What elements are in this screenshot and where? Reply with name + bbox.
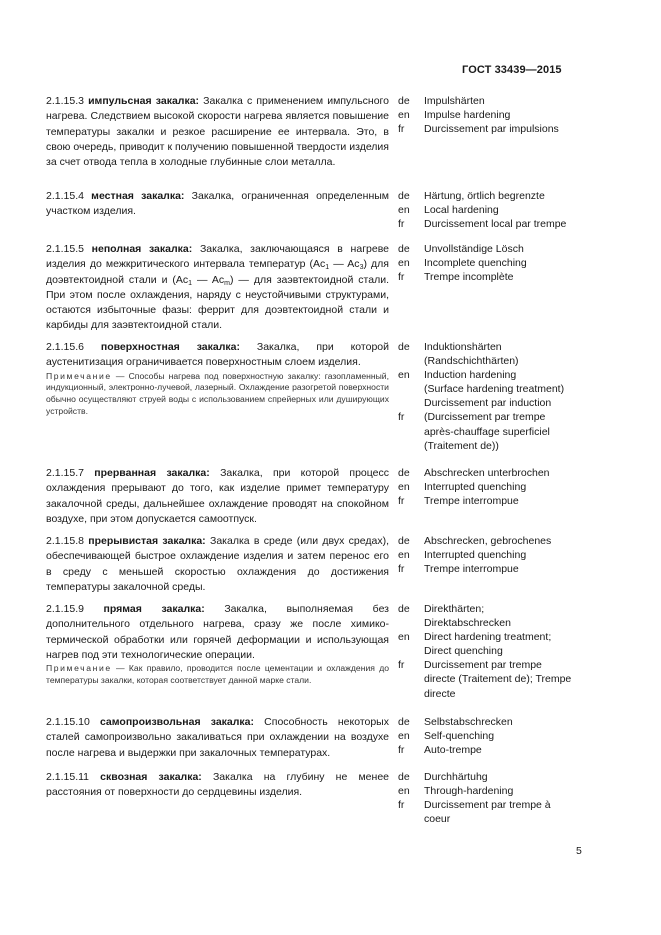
translation-line: Direkthärten;: [424, 603, 485, 615]
entry-definition: Закалка в среде (или двух средах), обеспечивающей быстрое охлаждение изделия и затем перенос его в среду с меньшей скоростью охлаждения до достижения температуры закалочной среды.: [46, 535, 390, 593]
lang-code: fr: [398, 495, 405, 508]
translation-line: Durcissement par trempe: [424, 659, 542, 672]
entry-definition: — Ac: [192, 273, 225, 286]
lang-code: en: [398, 257, 410, 270]
entry-text: [46, 715, 389, 761]
translation-de: Härtung, örtlich begrenzte: [424, 190, 545, 202]
entry-term: местная закалка:: [91, 190, 185, 202]
translation-line: Durcissement par trempe à: [424, 799, 551, 812]
translation-de: Durchhärtuhg: [424, 771, 488, 783]
translation-line: directe: [424, 687, 456, 700]
lang-code: de: [398, 771, 410, 783]
document-header: ГОСТ 33439—2015: [462, 64, 562, 76]
translation-de: Abschrecken, gebrochenes: [424, 535, 552, 547]
lang-code: fr: [398, 744, 405, 757]
translation-fr: [424, 798, 588, 826]
lang-code: fr: [398, 659, 405, 672]
translation-line: Induktionshärten: [424, 341, 502, 353]
translation-fr: Durcissement local par trempe: [424, 218, 567, 231]
entry-number: 2.1.15.10: [46, 716, 90, 728]
lang-code: en: [398, 549, 410, 562]
entry-definition: Способность некоторых сталей самопроизвольно закаливаться при охлаждении на воздухе после нагрева и выдержки при закалочных температурах.: [46, 716, 389, 759]
translation-line: (Randschichthärten): [424, 355, 519, 368]
lang-code: en: [398, 481, 410, 494]
entry-number: 2.1.15.11: [46, 771, 90, 783]
translation-en: Self-quenching: [424, 730, 495, 743]
translation-en: Interrupted quenching: [424, 481, 527, 494]
entry-definition: Закалка с применением импульсного нагрева. Следствием высокой скорости нагрева является повышение температуры закалки и резкое расширение ее интервала. Это, в свою очередь, приводит к получению повышенной твердости изделия за счет отвода тепла в холодные глубинные слои металла.: [46, 95, 389, 169]
entry-number: 2.1.15.3: [46, 95, 84, 107]
translation-en: Incomplete quenching: [424, 257, 527, 270]
entry-number: 2.1.15.5: [46, 243, 84, 255]
translation-de: Abschrecken unterbrochen: [424, 467, 550, 479]
entry-definition: Закалка, при которой процесс охлаждения прерывают до того, как изделие примет температуру закалочной среды, дальнейшее охлаждение проводят на спокойном воздухе, при этом допускается самоотпуск.: [46, 467, 390, 525]
lang-code: de: [398, 603, 410, 615]
lang-code: de: [398, 716, 410, 728]
translation-line: Direktabschrecken: [424, 617, 511, 630]
entry-number: 2.1.15.6: [46, 341, 84, 353]
entry-term: прерванная закалка:: [94, 467, 210, 479]
translations: [398, 715, 588, 757]
entry-definition: Закалка, ограниченная определенным участком изделия.: [46, 190, 390, 218]
translation-line: (Traitement de)): [424, 439, 499, 452]
entry-definition: — Ac: [329, 258, 360, 271]
translation-line: (Surface hardening treatment): [424, 383, 565, 396]
entry-definition: ) для доэвтектоидной стали и (Ac: [46, 258, 389, 286]
translation-de: [424, 602, 588, 630]
subscript: m: [224, 279, 230, 287]
note-text: — Как правило, проводится после цементации и охлаждения до температуры закалки, которая соответствует данной марке стали.: [46, 663, 389, 685]
entry-term: прямая закалка:: [103, 603, 205, 615]
translation-de: [424, 340, 588, 368]
translation-line: après-chauffage superficiel: [424, 425, 550, 438]
lang-code: en: [398, 369, 410, 382]
note-text: — Способы нагрева под поверхностную закалку: газопламенный, индукционный, электронно-лучевой, лазерный. Охлаждение разогретой поверхности обычно осуществляют струей воды с использованием спрейерных или душирующих устройств.: [46, 370, 389, 416]
lang-code: de: [398, 190, 410, 202]
lang-code: fr: [398, 411, 405, 424]
translations: [398, 534, 588, 576]
entry-text: [46, 242, 389, 334]
lang-code: de: [398, 243, 410, 255]
translations: [398, 340, 588, 453]
translation-de: Selbstabschrecken: [424, 716, 513, 728]
entry-number: 2.1.15.7: [46, 467, 84, 479]
lang-code: de: [398, 95, 410, 107]
subscript: 1: [325, 264, 330, 272]
translation-fr: [424, 658, 588, 700]
translation-fr: Trempe interrompue: [424, 495, 519, 508]
entry-term: прерывистая закалка:: [88, 535, 206, 547]
translation-line: Direct hardening treatment;: [424, 631, 552, 644]
entry-number: 2.1.15.9: [46, 603, 84, 615]
translation-line: Durcissement par induction: [424, 397, 552, 410]
entry-definition: Закалка, при которой аустенитизация ограничивается поверхностным слоем изделия.: [46, 341, 389, 369]
translation-line: coeur: [424, 813, 451, 826]
translations: [398, 466, 588, 508]
lang-code: fr: [398, 123, 405, 136]
entry-definition: Закалка, выполняемая без дополнительного отдельного нагрева, сразу же после химико-термической обработки или горячей деформации и использующая нагрев под эти технологические операции.: [46, 603, 389, 661]
translation-line: Direct quenching: [424, 645, 503, 658]
translation-fr: Auto-trempe: [424, 744, 482, 757]
entry-term: неполная закалка:: [91, 243, 193, 255]
lang-code: en: [398, 631, 410, 644]
page-number: 5: [576, 845, 582, 857]
entry-text: [46, 340, 389, 371]
entry-text: [46, 189, 389, 220]
translation-en: [424, 368, 588, 410]
entry-text: [46, 602, 389, 663]
entry-text: [46, 466, 389, 527]
note: [46, 663, 389, 687]
entry-text: [46, 534, 389, 595]
translation-fr: Trempe interrompue: [424, 563, 519, 576]
entry-definition: ) — для заэвтектоидной стали. При этом после охлаждения, наряду с неустойчивыми структурами, остаются избыточные фазы: феррит для доэвтектоидной стали и карбиды для заэвтектоидной стали.: [46, 273, 389, 332]
translations: [398, 189, 588, 231]
entry-number: 2.1.15.8: [46, 535, 84, 547]
translation-de: Unvollständige Lösch: [424, 243, 524, 255]
lang-code: de: [398, 535, 410, 547]
translation-line: (Durcissement par trempe: [424, 411, 546, 424]
translation-fr: Durcissement par impulsions: [424, 123, 559, 136]
entry-term: поверхностная закалка:: [100, 341, 240, 353]
entry-definition: Закалка на глубину не менее расстояния от поверхности до сердцевины изделия.: [46, 771, 389, 799]
note: [46, 371, 389, 418]
translations: [398, 602, 588, 701]
subscript: 3: [359, 264, 364, 272]
translation-en: Local hardening: [424, 204, 499, 217]
entry-number: 2.1.15.4: [46, 190, 84, 202]
subscript: 1: [188, 279, 193, 287]
entry-term: самопроизвольная закалка:: [99, 716, 255, 728]
entry-term: импульсная закалка:: [88, 95, 200, 107]
lang-code: en: [398, 204, 410, 217]
entry-term: сквозная закалка:: [100, 771, 202, 783]
translations: [398, 94, 588, 136]
lang-code: fr: [398, 271, 405, 284]
translation-en: Interrupted quenching: [424, 549, 527, 562]
translation-line: Induction hardening: [424, 369, 517, 382]
note-label: Примечание: [46, 663, 112, 674]
translation-en: [424, 630, 588, 658]
entry-definition: Закалка, заключающаяся в нагреве изделия до межкритического интервала температур (Ac: [46, 243, 389, 271]
translation-en: Through-hardening: [424, 785, 514, 798]
lang-code: fr: [398, 799, 405, 812]
translation-fr: Trempe incomplète: [424, 271, 514, 284]
lang-code: en: [398, 785, 410, 798]
lang-code: en: [398, 730, 410, 743]
translation-en: Impulse hardening: [424, 109, 511, 122]
entry-text: [46, 94, 389, 170]
lang-code: en: [398, 109, 410, 122]
translations: [398, 242, 588, 284]
translations: [398, 770, 588, 826]
entry-text: [46, 770, 389, 801]
note-label: Примечание: [46, 370, 112, 381]
lang-code: fr: [398, 218, 405, 231]
translation-fr: [424, 410, 588, 452]
lang-code: fr: [398, 563, 405, 576]
lang-code: de: [398, 467, 410, 479]
translation-line: directe (Traitement de); Trempe: [424, 673, 572, 686]
lang-code: de: [398, 341, 410, 353]
translation-de: Impulshärten: [424, 95, 485, 107]
